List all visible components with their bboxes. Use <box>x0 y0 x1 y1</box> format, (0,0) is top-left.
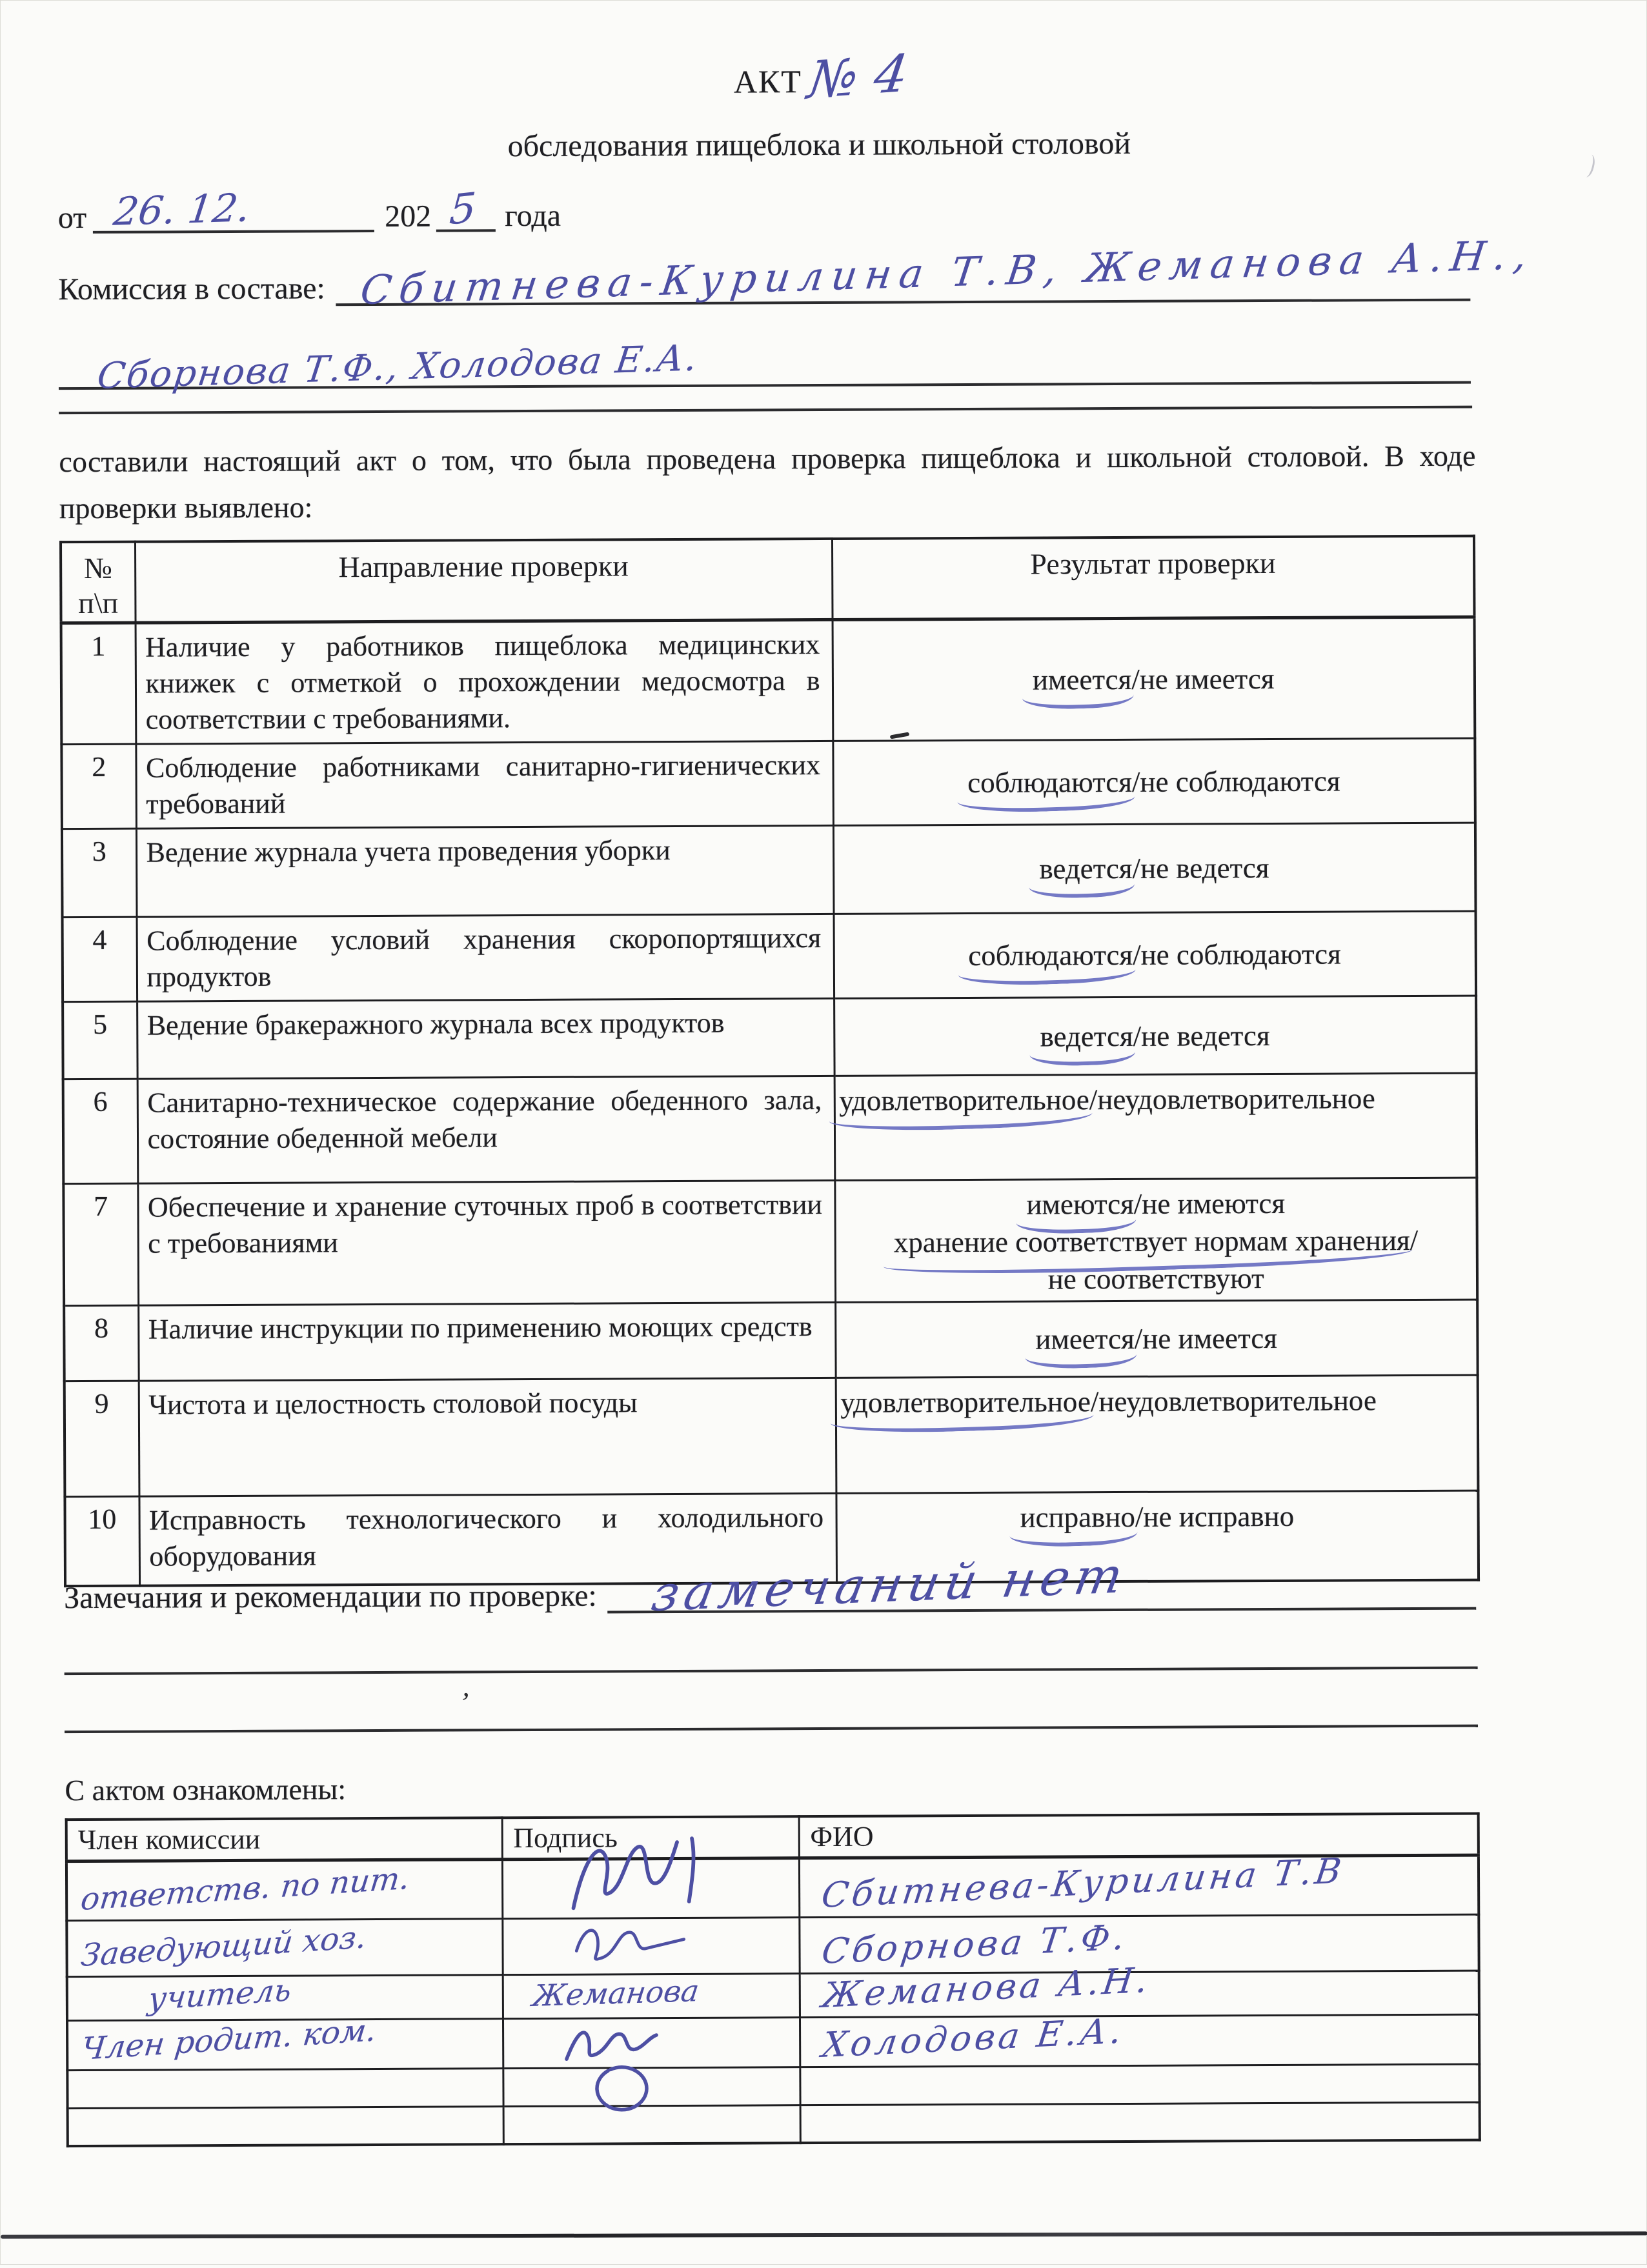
remarks-handwriting: замечаний нет <box>647 1546 1132 1623</box>
row-number: 3 <box>62 828 137 918</box>
commission-label: Комиссия в составе: <box>58 271 325 307</box>
result-cell <box>834 1073 1477 1180</box>
table-row <box>61 738 1475 829</box>
table-row <box>63 911 1477 1002</box>
pen-underlined-option: соблюдаются <box>968 936 1133 974</box>
signature-table-body <box>66 1849 1480 2147</box>
row-number: 5 <box>63 1001 137 1079</box>
result-option-text: /не имеется <box>1131 662 1275 696</box>
result-line <box>839 1079 1473 1119</box>
pen-underlined-option: имеется <box>1035 1320 1135 1358</box>
signature-scribble <box>556 1902 704 1974</box>
table-row <box>61 617 1475 745</box>
result-cell <box>835 1300 1478 1378</box>
row-number: 1 <box>61 623 136 745</box>
fio-cell <box>799 1849 1479 1918</box>
acknowledgement-label: С актом ознакомлены: <box>65 1772 347 1807</box>
result-line <box>834 659 1473 699</box>
document-title-row <box>0 43 1642 111</box>
date-year-blank <box>436 184 496 235</box>
result-option-text: /неудовлетворительное <box>1090 1384 1377 1418</box>
header-number-top: № <box>83 551 112 585</box>
direction-cell: Чистота и целостность столовой посуды <box>139 1378 836 1496</box>
result-line <box>837 1319 1476 1359</box>
date-day-month-blank <box>93 185 374 235</box>
commission-member-cell <box>67 2011 503 2070</box>
direction-cell: Исправность технологического и холодильного оборудования <box>139 1493 836 1585</box>
header-signature: Подпись <box>502 1816 799 1859</box>
row-number: 2 <box>61 744 136 829</box>
row-number: 10 <box>65 1496 139 1586</box>
table-row <box>62 823 1476 918</box>
member-role-handwriting: ответств. по пит. <box>79 1860 412 1918</box>
document-title: АКТ <box>733 63 802 100</box>
result-cell <box>833 738 1475 825</box>
direction-cell: Ведение бракеражного журнала всех продуктов <box>137 998 834 1079</box>
commission-names-handwriting-1: Сбитнева-Курилина Т.В, Жеманова А.Н., <box>357 230 1537 314</box>
direction-cell: Ведение журнала учета проведения уборки <box>136 825 834 917</box>
signatory-row <box>66 1914 1479 1977</box>
result-option-text: не соответствуют <box>1047 1262 1264 1296</box>
result-option-text: /не имеется <box>1134 1321 1278 1355</box>
intro-paragraph: составили настоящий акт о том, что была проведена проверка пищеблока и школьной столовой. В ходе проверки выявлено: <box>59 439 1476 525</box>
signatory-row <box>66 1855 1479 1921</box>
direction-cell: Соблюдение работниками санитарно-гигиенических требований <box>136 741 833 828</box>
result-line <box>836 1016 1475 1056</box>
act-number-handwriting: № 4 <box>804 43 912 111</box>
empty-ruled-line <box>65 1667 1478 1676</box>
result-line <box>836 1184 1475 1224</box>
result-line <box>836 1259 1475 1299</box>
row-number: 4 <box>63 917 137 1002</box>
signature-cell <box>503 1973 800 2018</box>
result-line <box>834 762 1473 802</box>
direction-cell: Санитарно-техническое содержание обеденного зала, состояние обеденной мебели <box>137 1076 835 1183</box>
date-year-digit-handwriting: 5 <box>448 184 478 235</box>
signature-cell <box>503 2105 800 2144</box>
document-subtitle: обследования пищеблока и школьной столовой <box>507 126 1131 164</box>
pen-underlined-option: ведется <box>1039 850 1132 888</box>
remarks-label: Замечания и рекомендации по проверке: <box>64 1578 597 1616</box>
direction-cell: Соблюдение условий хранения скоропортящихся продуктов <box>137 914 834 1001</box>
result-line <box>838 1497 1477 1537</box>
header-direction-column: Направление проверки <box>135 539 833 623</box>
date-year-printed: 202 <box>385 199 432 234</box>
signatory-row <box>67 2014 1479 2071</box>
result-cell <box>833 823 1476 914</box>
result-option-text: /не ведется <box>1133 1019 1270 1052</box>
result-line <box>836 1221 1475 1261</box>
signature-cell <box>503 2067 800 2106</box>
signatory-row <box>67 1971 1479 2021</box>
pen-underlined-option: ведется <box>1040 1017 1133 1055</box>
result-option-text: /не соблюдаются <box>1131 765 1340 798</box>
fio-handwriting: Жеманова А.Н. <box>819 1959 1153 2016</box>
result-option-text: /не соблюдаются <box>1133 938 1341 971</box>
pen-underlined-option: удовлетворительное <box>839 1081 1089 1119</box>
commission-member-cell <box>66 1918 502 1976</box>
date-suffix-label: года <box>505 198 561 234</box>
empty-ruled-line <box>59 406 1472 415</box>
direction-cell: Наличие у работников пищеблока медицинских книжек с отметкой о прохождении медосмотра в соответствии с требованиями. <box>136 619 833 744</box>
direction-cell: Обеспечение и хранение суточных проб в соответствии с требованиями <box>137 1180 835 1305</box>
commission-blank-line-1 <box>336 230 1537 314</box>
commission-member-cell <box>67 1971 503 2020</box>
result-cell <box>834 1178 1477 1302</box>
signature-cell <box>502 1917 799 1974</box>
table-row <box>65 1375 1479 1497</box>
pen-underlined-option: исправно <box>1020 1498 1135 1536</box>
header-result-column: Результат проверки <box>832 536 1475 620</box>
commission-member-cell <box>66 1859 502 1920</box>
table-row <box>63 1073 1477 1184</box>
result-line <box>840 1381 1474 1421</box>
date-day-month-handwriting: 26. 12. <box>111 185 253 235</box>
empty-signatory-row <box>67 2064 1479 2109</box>
result-line <box>835 935 1474 975</box>
pen-underlined-option: хранение соответствует нормам хранения <box>894 1221 1410 1261</box>
stray-apostrophe-mark: ’ <box>458 1686 472 1719</box>
row-number: 6 <box>63 1079 138 1184</box>
fio-cell <box>800 2102 1480 2143</box>
date-prefix-label: от <box>57 200 87 236</box>
result-cell <box>834 911 1477 998</box>
header-number-bottom: п\п <box>78 586 119 620</box>
result-cell <box>833 617 1475 741</box>
table-row <box>63 996 1477 1079</box>
fio-cell <box>800 1959 1479 2018</box>
commission-line <box>58 230 1537 314</box>
inspection-table-header <box>61 536 1475 623</box>
result-option-text: /не исправно <box>1135 1500 1295 1533</box>
result-option-text: /не ведется <box>1132 851 1269 885</box>
commission-member-cell <box>67 2068 503 2108</box>
signature-table <box>65 1812 1481 2148</box>
pen-underlined-option: удовлетворительное <box>840 1383 1091 1421</box>
header-number-column <box>61 542 136 623</box>
pen-underlined-option: имеются <box>1026 1185 1134 1223</box>
member-role-handwriting: Член родит. ком. <box>79 2011 378 2067</box>
result-line <box>835 848 1474 888</box>
header-commission-member: Член комиссии <box>66 1818 502 1861</box>
member-role-handwriting: учитель <box>146 1971 294 2018</box>
result-option-text: / <box>1410 1223 1419 1257</box>
date-line <box>57 184 561 236</box>
remarks-blank-line <box>607 1546 1477 1623</box>
commission-blank-line-2 <box>59 334 1471 397</box>
fio-handwriting: Сборнова Т.Ф. <box>819 1916 1130 1972</box>
table-row <box>64 1300 1477 1381</box>
pen-underlined-option: соблюдаются <box>967 763 1132 801</box>
member-role-handwriting: Заведующий хоз. <box>79 1918 369 1974</box>
result-cell <box>834 996 1477 1076</box>
fio-cell <box>800 2010 1479 2067</box>
commission-names-handwriting-2: Сборнова Т.Ф., Холодова Е.А. <box>95 337 701 397</box>
fio-handwriting: Холодова Е.А. <box>819 2010 1127 2065</box>
row-number: 7 <box>63 1183 138 1306</box>
remarks-line <box>64 1546 1476 1623</box>
row-number: 8 <box>64 1305 139 1381</box>
signature-cell <box>503 2017 800 2068</box>
pen-underlined-option: имеется <box>1033 661 1132 699</box>
table-row <box>63 1178 1477 1306</box>
inspection-table-body <box>61 617 1479 1586</box>
header-fio: ФИО <box>799 1814 1479 1858</box>
commission-line-2 <box>59 336 1471 397</box>
commission-member-cell <box>68 2106 503 2146</box>
result-option-text: /неудовлетворительное <box>1089 1082 1375 1116</box>
row-number: 9 <box>65 1381 139 1497</box>
empty-ruled-line <box>65 1725 1478 1734</box>
result-cell <box>836 1375 1479 1493</box>
signature-handwriting: Жеманова <box>530 1972 701 2013</box>
result-option-text: /не имеются <box>1133 1187 1286 1220</box>
empty-signatory-row <box>68 2102 1480 2147</box>
inspection-table <box>59 535 1480 1587</box>
direction-cell: Наличие инструкции по применению моющих средств <box>138 1302 836 1381</box>
fio-handwriting: Сбитнева-Курилина Т.В <box>818 1849 1347 1916</box>
fio-cell <box>800 2064 1479 2105</box>
